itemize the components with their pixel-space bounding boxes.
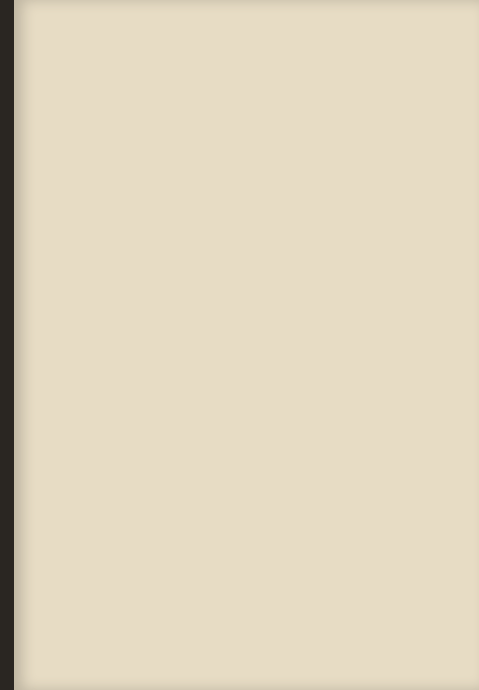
book-page: [14, 0, 479, 690]
table-of-contents: [114, 50, 464, 56]
